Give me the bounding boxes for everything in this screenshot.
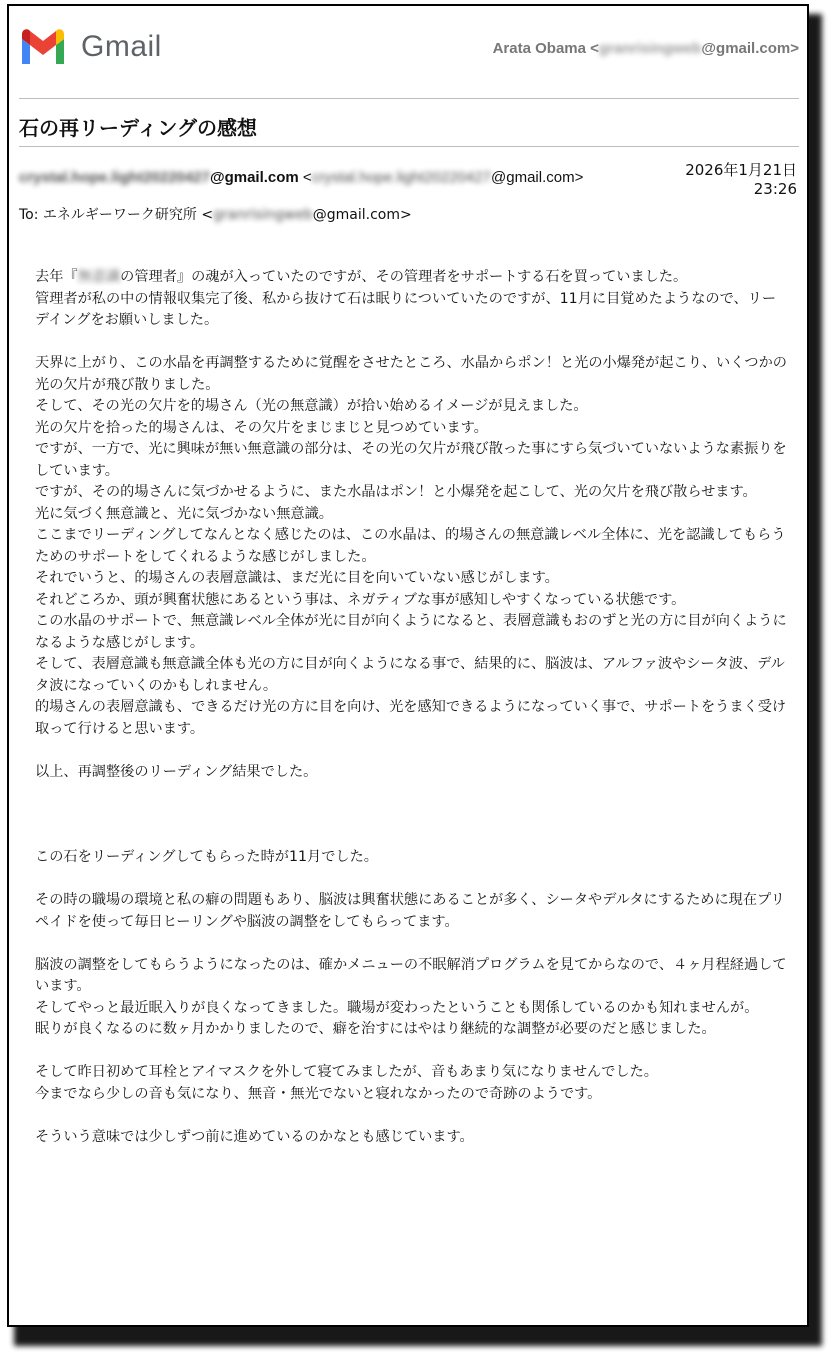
account-address [493,40,799,57]
sender-address-domain: @gmail.com> [491,169,584,186]
body-line: この石をリーディングしてもらった時が11月でした。 [35,849,378,865]
recipient-prefix: To: エネルギーワーク研究所 < [19,207,214,223]
body-line: 管理者が私の中の情報収集完了後、私から抜けて石は眠りについていたのですが、11月に目覚めたようなので、リーデイングをお願いしました。 [35,290,777,328]
sender-line [19,169,583,186]
body-text: の管理者』の魂が入っていたのですが、その管理者をサポートする石を買っていました。 [120,269,688,285]
body-line: それどころか、頭が興奮状態にあるという事は、ネガティブな事が感知しやすくなっている状態です。 [35,591,686,608]
body-line: 以上、再調整後のリーディング結果でした。 [35,763,318,780]
body-line: 脳波の調整をしてもらうようになったのは、確かメニューの不眠解消プログラムを見てからなので、４ヶ月程経過しています。 [35,956,787,994]
account-local-redacted: granrisingweb [598,40,702,57]
email-body [35,267,787,1148]
body-line: 眠りが良くなるのに数ヶ月かかりましたので、癖を治すにはやはり継続的な調整が必要のだと感じました。 [35,1021,716,1037]
recipient-local-redacted: granrisingweb [213,207,313,223]
sender-address-redacted: crystal.hope.light20220427 [311,169,491,186]
account-name: Arata Obama < [492,40,599,57]
body-line: 光の欠片を拾った的場さんは、その欠片をまじまじと見つめています。 [35,419,488,436]
body-line: そして、表層意識も無意識全体も光の方に目が向くようになる事で、結果的に、脳波は、アルファ波やシータ波、デルタ波になっていくのかもしれません。 [35,656,785,694]
print-header [19,28,799,78]
printed-email-page [7,4,809,1327]
gmail-m-icon [19,28,67,66]
body-line: ですが、一方で、光に興味が無い無意識の部分は、その光の欠片が飛び散った事にすら気づいていないような素振りをしています。 [35,441,787,479]
body-line: ですが、その的場さんに気づかせるように、また水晶はポン！と小爆発を起こして、光の欠片を飛び散らせます。 [35,484,757,500]
body-line: それでいうと、的場さんの表層意識は、まだ光に目を向いていない感じがします。 [35,570,559,586]
body-line: そういう意味では少しずつ前に進めているのかなとも感じています。 [35,1128,474,1145]
body-line: そして昨日初めて耳栓とアイマスクを外して寝てみましたが、音もあまり気になりませんでした。 [35,1064,658,1080]
email-subject: 石の再リーディングの感想 [19,116,257,140]
body-redacted-text: 無意識 [77,269,121,285]
body-line: この水晶のサポートで、無意識レベル全体が光に目が向くようになると、表層意識もおのずと光の方に目が向くようになるような感じがします。 [35,613,787,651]
sender-domain: @gmail.com [209,169,299,186]
body-line: そしてやっと最近眠入りが良くなってきました。職場が変わったということも関係しているのかも知れませんが。 [35,999,759,1016]
body-line: 天界に上がり、この水晶を再調整するために覚醒をさせたところ、水晶からポン！と光の小爆発が起こり、いくつかの光の欠片が飛び散りました。 [35,355,787,393]
body-line: そして、その光の欠片を的場さん（光の無意識）が拾い始めるイメージが見えました。 [35,398,588,414]
sender-local-redacted: crystal.hope.light20220427 [19,169,210,186]
sender-bracket-open: < [298,169,312,186]
body-line: その時の職場の環境と私の癖の問題もあり、脳波は興奮状態にあることが多く、シータやデルタにするために現在プリペイドを使って毎日ヒーリングや脳波の調整をしてもらってます。 [35,892,785,930]
sent-time: 23:26 [753,180,797,198]
sent-date: 2026年1月21日 [685,161,797,179]
body-line: 今までなら少しの音も気になり、無音・無光でないと寝れなかったので奇跡のようです。 [35,1085,602,1102]
gmail-logo [19,28,162,66]
recipient-domain: @gmail.com> [312,207,412,223]
gmail-wordmark: Gmail [81,30,162,63]
body-line [35,267,787,289]
body-line: 光に気づく無意識と、光に気づかない無意識。 [35,505,333,522]
subject-divider [19,146,799,147]
body-line: 的場さんの表層意識も、できるだけ光の方に目を向け、光を感知できるようになっていく事で、サポートをうまく受け取って行けると思います。 [35,699,787,737]
body-text: 去年『 [35,269,78,285]
account-domain: @gmail.com> [701,40,799,57]
recipient-line [19,204,412,224]
body-line: ここまでリーディングしてなんとなく感じたのは、この水晶は、的場さんの無意識レベル全体に、光を認識してもらうためのサポートをしてくれるような感じがしました。 [35,527,786,565]
header-divider [19,98,799,99]
sent-timestamp [685,161,797,199]
